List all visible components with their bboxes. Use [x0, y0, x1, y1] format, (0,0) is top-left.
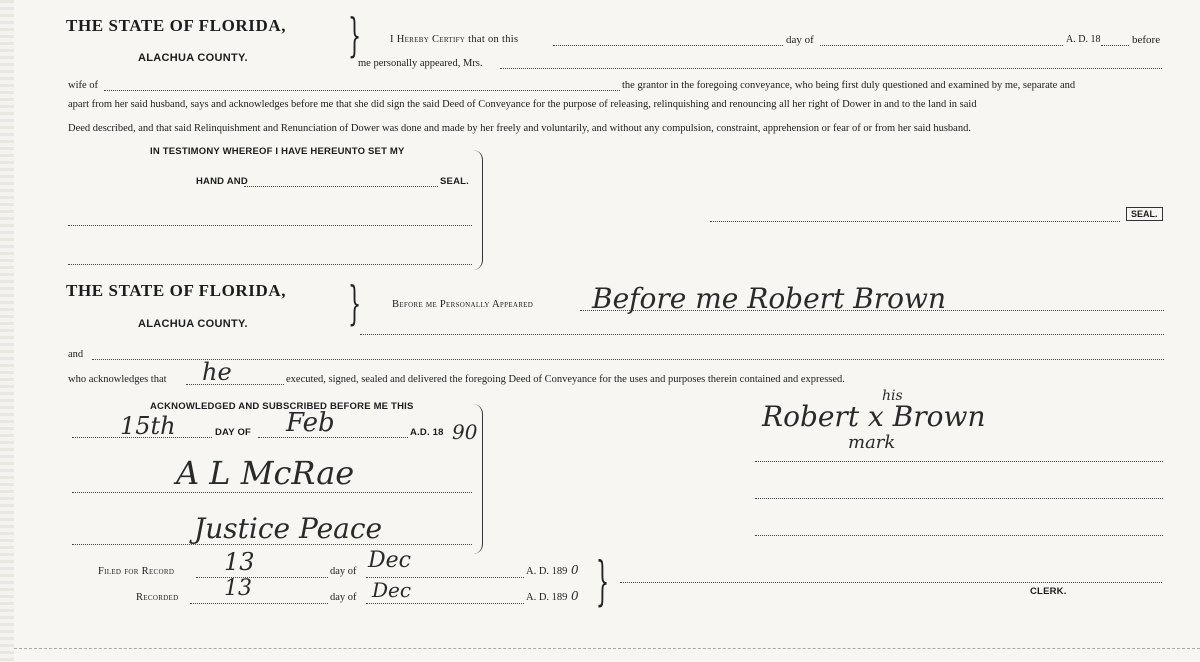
- day-of-label-2: DAY OF: [215, 427, 252, 438]
- seal-box-1: SEAL.: [1126, 207, 1163, 221]
- official-line-1[interactable]: [68, 225, 472, 226]
- wife-of-line[interactable]: [104, 90, 620, 91]
- bracket-2: [472, 404, 483, 554]
- state-heading-1: THE STATE OF FLORIDA,: [66, 16, 287, 35]
- recorded-day-of-label: day of: [330, 592, 357, 603]
- month-line-1[interactable]: [820, 45, 1063, 46]
- recorded-month-line[interactable]: [366, 603, 524, 604]
- dower-text-line-3: Deed described, and that said Relinquishment and Renunciation of Dower was done and made by her freely and voluntarily, and without any compulsion, constraint, apprehension or fear of or from her said husband.: [68, 123, 971, 134]
- filed-label: Filed for Record: [98, 566, 175, 577]
- day-of-label-1: day of: [786, 34, 814, 46]
- recorded-month-handwriting: Dec: [372, 578, 412, 602]
- recorded-day-line[interactable]: [190, 603, 328, 604]
- testimony-label-1: IN TESTIMONY WHEREOF I HAVE HEREUNTO SET MY: [150, 146, 405, 157]
- bracket-1: [472, 150, 483, 270]
- hand-and-line-1[interactable]: [244, 186, 438, 187]
- ack-year-handwriting: 90: [452, 420, 478, 444]
- county-label-2: ALACHUA COUNTY.: [138, 318, 248, 330]
- wife-of-label: wife of: [68, 80, 99, 91]
- pronoun-line[interactable]: [186, 384, 284, 385]
- filed-month-handwriting: Dec: [368, 548, 411, 573]
- certify-date-line[interactable]: [553, 45, 783, 46]
- official-title-handwriting: Justice Peace: [194, 512, 383, 545]
- his-handwriting: his: [882, 388, 903, 404]
- hand-and-label-1: HAND AND: [196, 176, 248, 187]
- state-heading-2: THE STATE OF FLORIDA,: [66, 281, 287, 300]
- before-me-label: Before me Personally Appeared: [392, 299, 534, 310]
- filed-day-line[interactable]: [196, 577, 328, 578]
- signature-line-2a[interactable]: [755, 461, 1163, 462]
- official-title-line-1[interactable]: [68, 264, 472, 265]
- pronoun-handwriting: he: [202, 358, 232, 386]
- official-line-2[interactable]: [72, 492, 472, 493]
- executed-text: executed, signed, sealed and delivered the foregoing Deed of Conveyance for the uses and purposes therein contained and expressed.: [286, 374, 845, 385]
- filed-ad-label: A. D. 189: [526, 566, 568, 577]
- seal-label-1: SEAL.: [440, 176, 469, 187]
- before-label: before: [1132, 34, 1161, 46]
- recorded-label: Recorded: [136, 592, 179, 603]
- recorded-day-handwriting: 13: [224, 576, 252, 601]
- grantor-text: the grantor in the foregoing conveyance, who being first duly questioned and examined by me, separate and: [622, 80, 1076, 91]
- brace-1: }: [348, 8, 362, 62]
- brace-3: }: [595, 552, 610, 612]
- ack-month-handwriting: Feb: [286, 408, 335, 438]
- mark-handwriting: mark: [848, 432, 896, 453]
- brace-2: }: [348, 276, 362, 330]
- and-line[interactable]: [92, 359, 1164, 360]
- who-ack-label: who acknowledges that: [68, 374, 167, 385]
- signature-handwriting: Robert x Brown: [762, 400, 986, 433]
- certify-label: I Hereby Certify that on this: [390, 34, 519, 45]
- dower-text-line-2: apart from her said husband, says and acknowledges before me that she did sign the said Deed of Conveyance for the purpose of releasing, relinquishing and renouncing all her right of Dower in and to the land in said: [68, 99, 977, 110]
- county-label-1: ALACHUA COUNTY.: [138, 52, 248, 64]
- page-bottom-edge: [14, 648, 1200, 649]
- appeared-name-handwriting: Before me Robert Brown: [592, 282, 947, 315]
- recorded-year-handwriting: 0: [571, 589, 579, 603]
- mrs-name-line[interactable]: [500, 68, 1162, 69]
- and-label: and: [68, 349, 84, 360]
- official-title-line-2[interactable]: [72, 544, 472, 545]
- clerk-label: CLERK.: [1030, 586, 1067, 597]
- filed-day-of-label: day of: [330, 566, 357, 577]
- filed-year-handwriting: 0: [571, 563, 579, 577]
- me-appeared-label: me personally appeared, Mrs.: [358, 58, 483, 69]
- ack-day-handwriting: 15th: [120, 412, 176, 440]
- ad-label-1: A. D. 18: [1066, 34, 1101, 45]
- ad-label-2: A.D. 18: [410, 427, 444, 438]
- signature-line-1[interactable]: [710, 221, 1120, 222]
- official-handwriting: A L McRae: [176, 454, 355, 492]
- signature-line-2b[interactable]: [755, 498, 1163, 499]
- scan-edge: [0, 0, 14, 662]
- ack-sub-label: ACKNOWLEDGED AND SUBSCRIBED BEFORE ME THIS: [150, 401, 414, 412]
- appeared-name-line-2[interactable]: [360, 334, 1164, 335]
- filed-day-handwriting: 13: [224, 548, 255, 576]
- signature-line-2c[interactable]: [755, 535, 1163, 536]
- recorded-ad-label: A. D. 189: [526, 592, 568, 603]
- year-line-1[interactable]: [1101, 45, 1129, 46]
- clerk-line[interactable]: [620, 582, 1162, 583]
